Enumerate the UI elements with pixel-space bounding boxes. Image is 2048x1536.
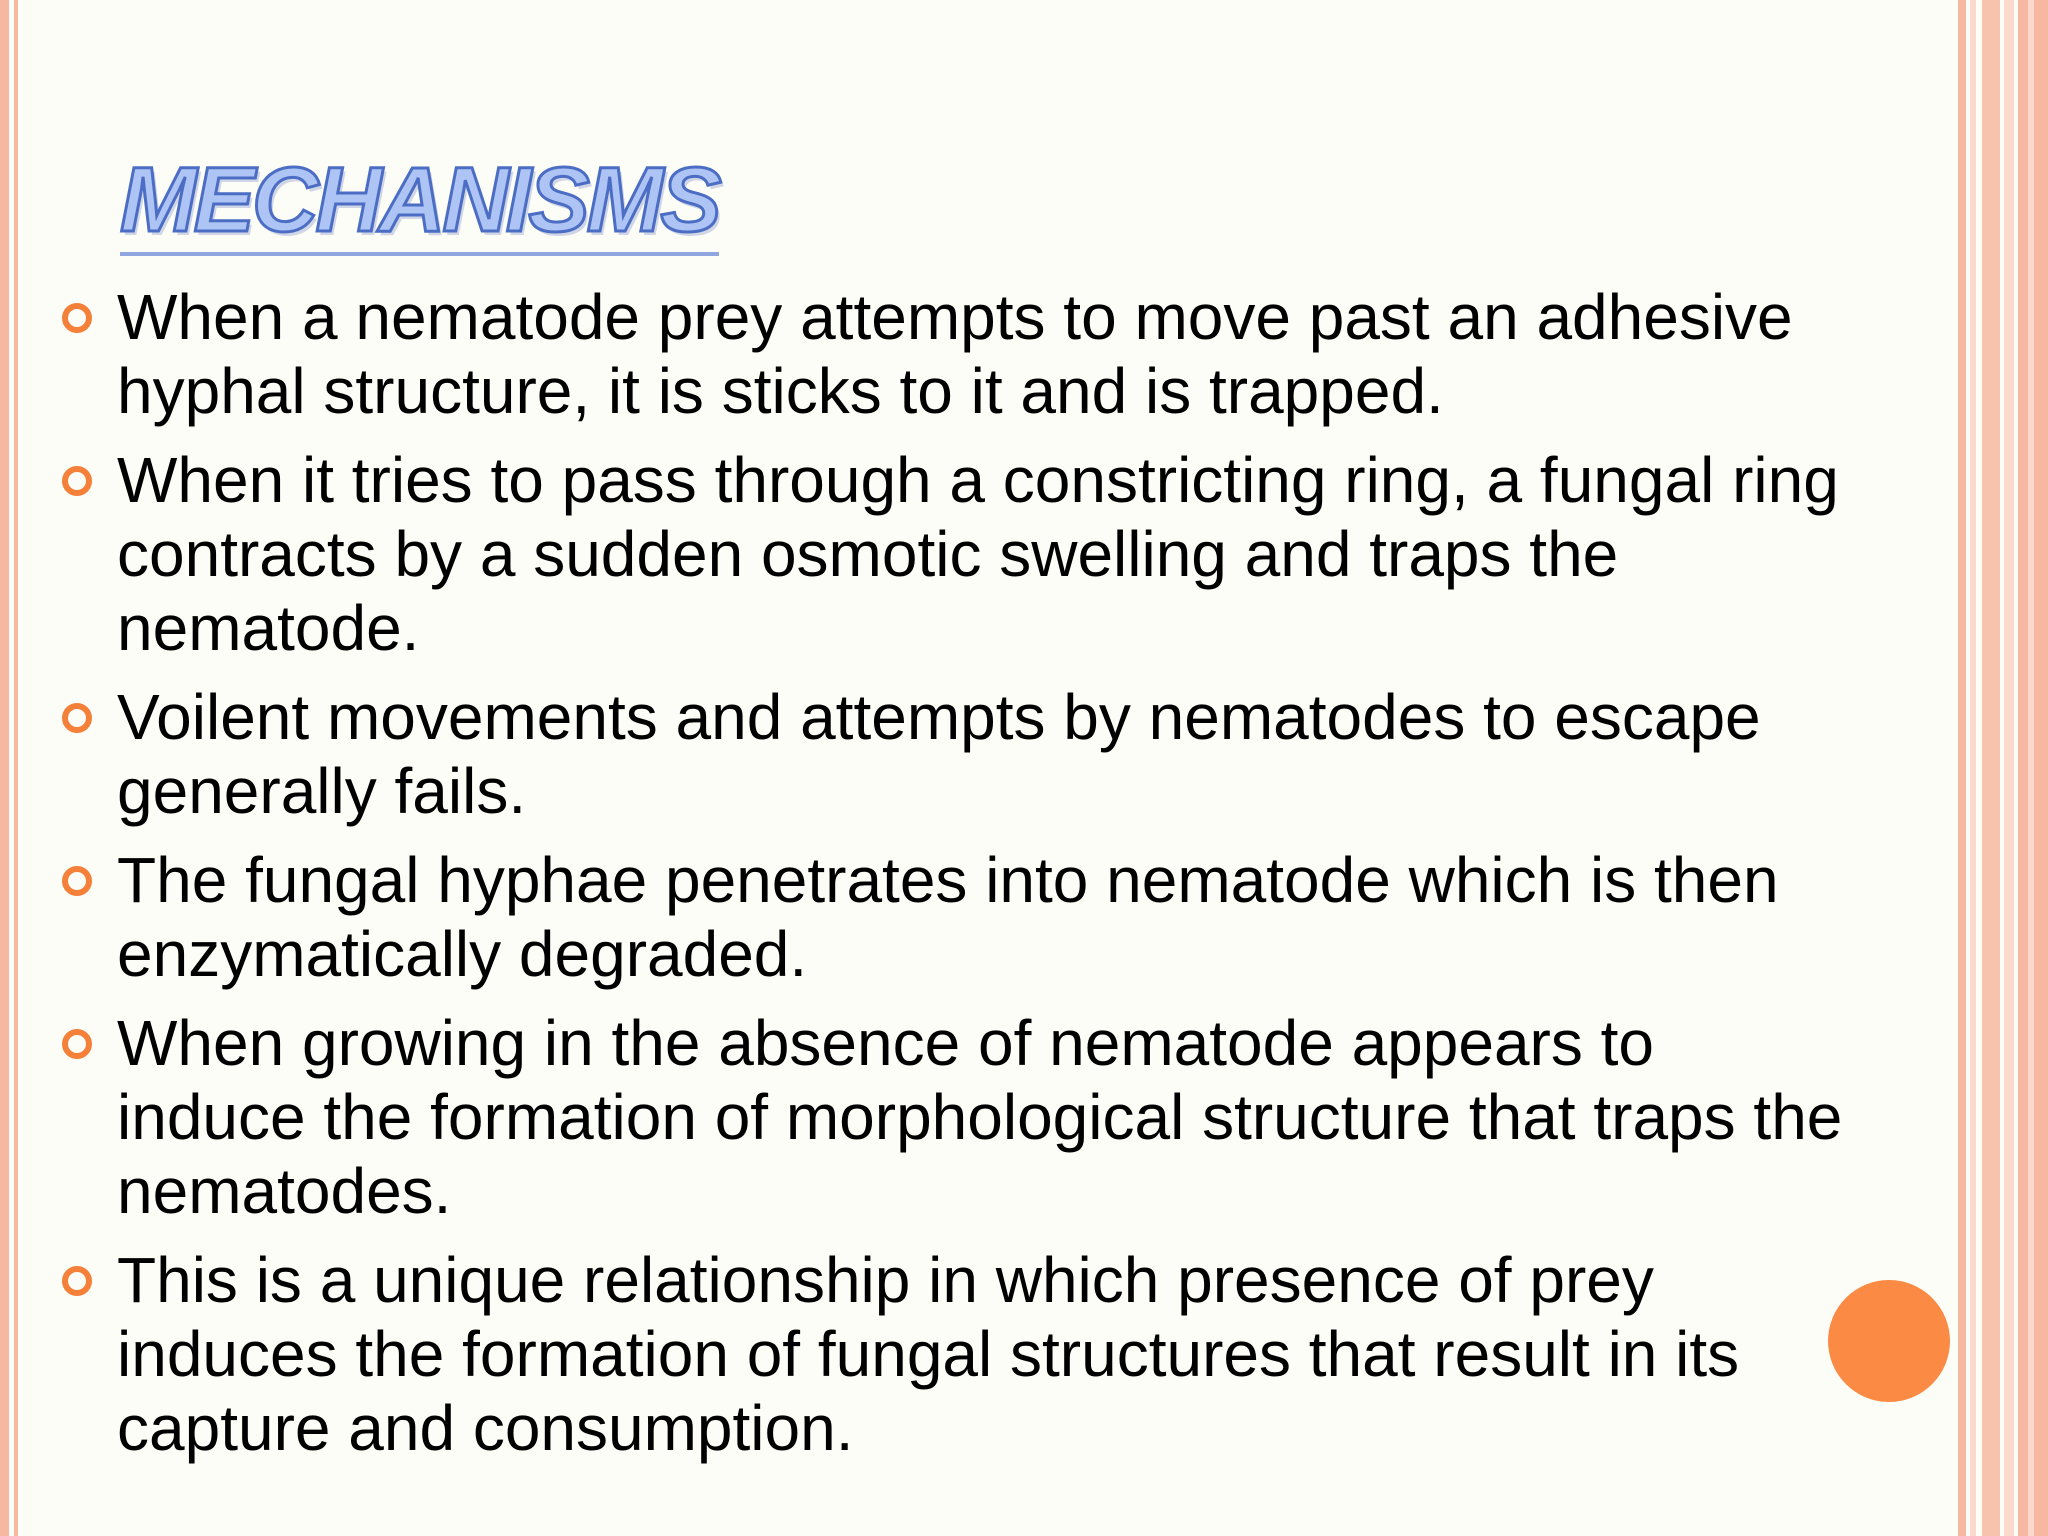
right-border-stripe [2004, 0, 2014, 1536]
bullet-item [0, 1243, 1960, 1465]
bullet-item [0, 680, 1960, 828]
ring-bullet-icon [62, 466, 92, 496]
bullet-list [0, 280, 1960, 1480]
ring-bullet-icon [62, 1266, 92, 1296]
bullet-text: When it tries to pass through a constricting ring, a fungal ring contracts by a sudden osmotic swelling and traps the nematode. [117, 444, 1839, 664]
ring-bullet-icon [62, 303, 92, 333]
ring-bullet-icon [62, 1029, 92, 1059]
ring-bullet-icon [62, 703, 92, 733]
right-border-stripe [1970, 0, 1976, 1536]
bullet-text: When growing in the absence of nematode appears to induce the formation of morphological structure that traps the nematodes. [117, 1007, 1843, 1227]
slide-title: MECHANISMS [120, 150, 719, 256]
bullet-item [0, 843, 1960, 991]
bullet-text: Voilent movements and attempts by nematodes to escape generally fails. [117, 681, 1761, 827]
bullet-item [0, 443, 1960, 665]
ring-bullet-icon [62, 866, 92, 896]
bullet-item [0, 280, 1960, 428]
bullet-item [0, 1006, 1960, 1228]
orange-circle-decoration [1828, 1280, 1950, 1402]
right-border-stripe [1982, 0, 2000, 1536]
bullet-text: When a nematode prey attempts to move past an adhesive hyphal structure, it is sticks to it and is trapped. [117, 281, 1793, 427]
right-border-stripe [2028, 0, 2034, 1536]
bullet-text: This is a unique relationship in which presence of prey induces the formation of fungal structures that result in its capture and consumption. [117, 1244, 1740, 1464]
bullet-text: The fungal hyphae penetrates into nematode which is then enzymatically degraded. [117, 844, 1779, 990]
